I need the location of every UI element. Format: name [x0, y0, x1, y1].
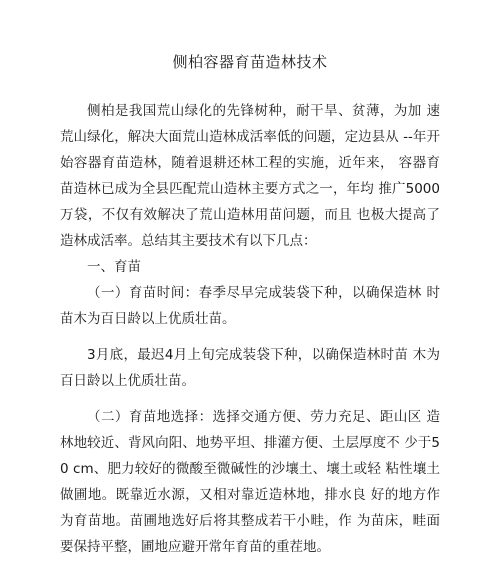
- intro-paragraph: 侧柏是我国荒山绿化的先锋树种，耐干旱、贫薄，为加 速荒山绿化，解决大面荒山造林成活率低的问题，定边县从 --年开始容器育苗造林，随着退耕还林工程的实施，近年来， 容器育苗造林已成为全县匹配荒山造林主要方式之一，年均 推广5000万袋，不仅有效解决了荒山造林用苗问题，而且 也极大提高了造林成活率。总结其主要技术有以下几点：: [60, 103, 440, 249]
- item-2-paragraph: （二）育苗地选择：选择交通方便、劳力充足、距山区 造林地较近、背风向阳、地势平坦、排灌方便、土层厚度不 少于50 cm、肥力较好的微酸至微碱性的沙壤土、壤土或轻 粘性壤土做圃地。既靠近水源，又相对靠近造林地，排水良 好的地方作为育苗地。苗圃地选好后将其整成若干小畦，作 为苗床，畦面要保持平整，圃地应避开常年育苗的重茬地。: [60, 409, 440, 555]
- item-1-note-paragraph: 3月底，最迟4月上旬完成装袋下种，以确保造林时苗 木为百日龄以上优质壮苗。: [60, 347, 440, 389]
- item-1-paragraph: （一）育苗时间：春季尽早完成装袋下种，以确保造林 时苗木为百日龄以上优质壮苗。: [60, 285, 440, 327]
- section-heading: 一、育苗: [87, 259, 141, 275]
- document-body: [60, 98, 440, 560]
- document-title: 侧柏容器育苗造林技术: [172, 53, 328, 71]
